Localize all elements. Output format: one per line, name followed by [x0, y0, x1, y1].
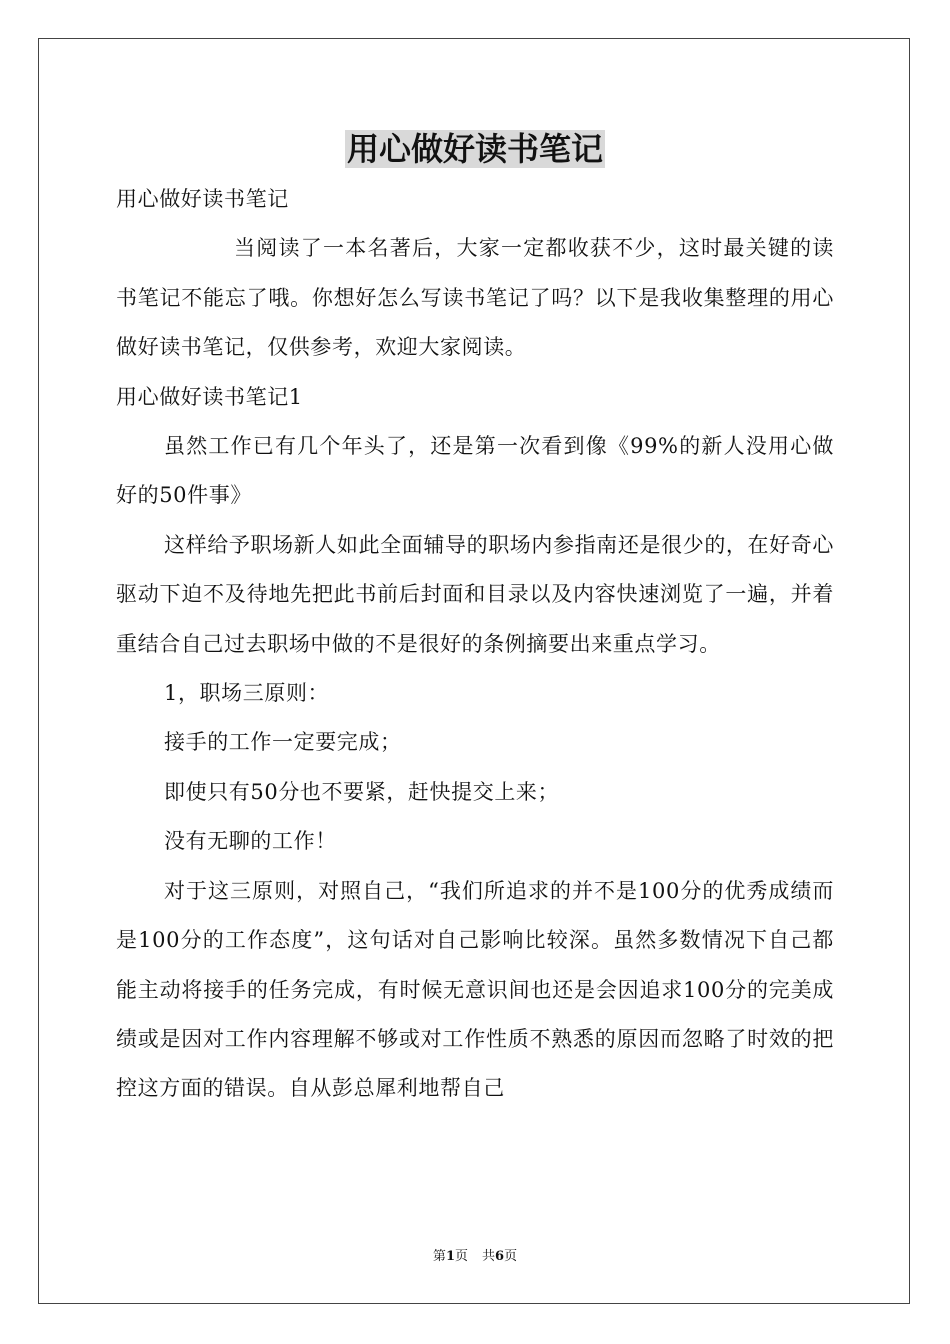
body-paragraph: 对于这三原则，对照自己，“我们所追求的并不是100分的优秀成绩而是100分的工作态度”，这句话对自己影响比较深。虽然多数情况下自己都能主动将接手的任务完成，有时候无意识间也还是会因追求100分的完美成绩或是因对工作内容理解不够或对工作性质不熟悉的原因而忽略了时效的把控这方面的错误。自从彭总犀利地帮自己 [116, 878, 834, 1101]
document-body [116, 175, 834, 1114]
page-suffix: 页 [454, 1249, 468, 1264]
page-prefix: 第 [432, 1249, 446, 1264]
total-suffix: 页 [504, 1249, 518, 1264]
principle-item: 即使只有50分也不要紧，赶快提交上来； [164, 779, 560, 804]
document-title-text: 用心做好读书笔记 [346, 130, 603, 168]
intro-paragraph: 当阅读了一本名著后，大家一定都收获不少，这时最关键的读书笔记不能忘了哦。你想好怎么写读书笔记了吗？以下是我收集整理的用心做好读书笔记，仅供参考，欢迎大家阅读。 [116, 236, 834, 360]
document-subtitle: 用心做好读书笔记 [116, 187, 289, 211]
principles-heading: 1，职场三原则： [164, 681, 330, 706]
section-heading: 用心做好读书笔记1 [116, 384, 303, 409]
total-pages-number: 6 [495, 1249, 505, 1264]
principle-item: 接手的工作一定要完成； [164, 730, 402, 755]
current-page-number: 1 [445, 1249, 455, 1264]
body-paragraph: 虽然工作已有几个年头了，还是第一次看到像《99%的新人没用心做好的50件事》 [116, 434, 834, 508]
total-prefix: 共 [482, 1249, 496, 1264]
principle-item: 没有无聊的工作！ [164, 829, 337, 854]
page-footer [0, 1248, 950, 1266]
document-title [0, 126, 950, 172]
body-paragraph: 这样给予职场新人如此全面辅导的职场内参指南还是很少的，在好奇心驱动下迫不及待地先把此书前后封面和目录以及内容快速浏览了一遍，并着重结合自己过去职场中做的不是很好的条例摘要出来重点学习。 [116, 532, 834, 656]
